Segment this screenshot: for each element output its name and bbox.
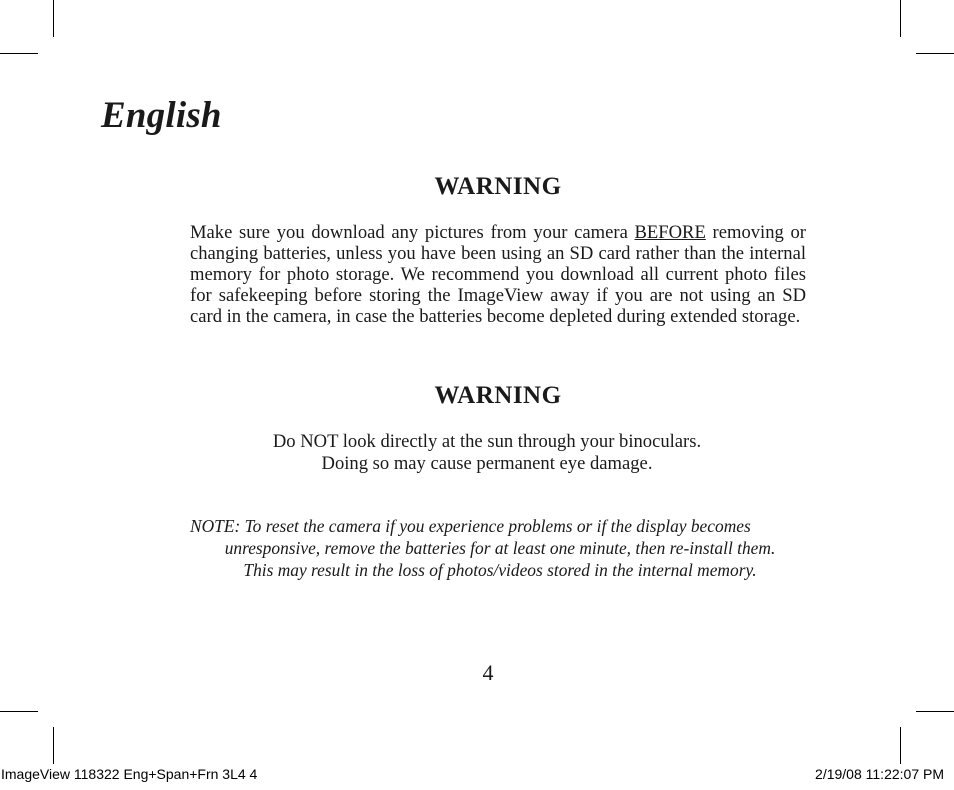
language-title: English [101,95,222,136]
crop-mark-bottom-right-horizontal [916,711,954,712]
sun-warning-text [190,431,784,475]
warning-heading-sun: WARNING [434,382,562,409]
print-slug-file-info: ImageView 118322 Eng+Span+Frn 3L4 4 [1,766,258,782]
battery-warning-text-before: Make sure you download any pictures from your camera [190,222,635,243]
crop-mark-bottom-left-vertical [53,727,54,764]
print-slug-timestamp: 2/19/08 11:22:07 PM [815,766,944,782]
sun-warning-line-1: Do NOT look directly at the sun through your binoculars. [272,431,702,452]
battery-warning-text [190,222,806,327]
reset-note [190,515,810,581]
sun-warning-line-2: Doing so may cause permanent eye damage. [321,453,653,474]
warning-heading-batteries: WARNING [434,173,562,200]
crop-mark-bottom-left-horizontal [0,711,38,712]
battery-warning-emphasis: BEFORE [634,222,706,243]
reset-note-line-1: NOTE: To reset the camera if you experience problems or if the display becomes [190,516,751,536]
crop-mark-top-left-vertical [53,0,54,37]
page-number: 4 [482,660,494,685]
reset-note-line-2: unresponsive, remove the batteries for at least one minute, then re-install them. [224,538,776,558]
crop-mark-top-left-horizontal [0,53,38,54]
reset-note-line-3: This may result in the loss of photos/videos stored in the internal memory. [243,560,757,580]
crop-mark-bottom-right-vertical [900,727,901,764]
crop-mark-top-right-horizontal [916,53,954,54]
crop-mark-top-right-vertical [900,0,901,37]
battery-warning-text-after: removing or changing batteries, unless you have been using an SD card rather than the internal memory for photo storage. We recommend you download all current photo files for safekeeping before storing the ImageView away if you are not using an SD card in the camera, in case the batteries become depleted during extended storage. [190,222,806,327]
